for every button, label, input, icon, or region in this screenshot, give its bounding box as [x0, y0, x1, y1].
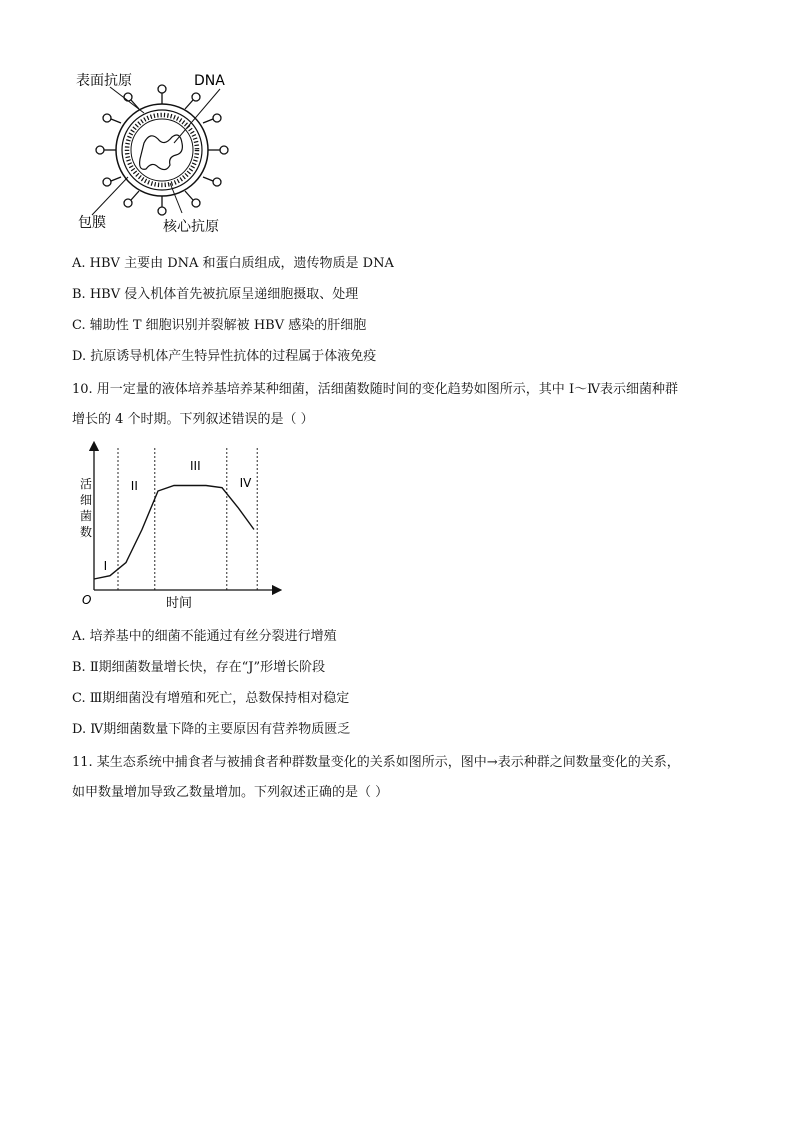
- x-axis-label: 时间: [166, 596, 193, 611]
- y-axis-label-2: 细: [80, 493, 93, 507]
- q10-stem-line2: 增长的 4 个时期。下列叙述错误的是（ ）: [72, 412, 314, 427]
- q10-option-d: D. Ⅳ期细菌数量下降的主要原因有营养物质匮乏: [72, 722, 351, 737]
- label-dna: DNA: [194, 73, 225, 89]
- bacteria-growth-chart: [72, 440, 292, 615]
- envelope-outer: [116, 104, 208, 196]
- hbv-virus-diagram: [70, 65, 270, 245]
- y-axis-label-3: 菌: [80, 509, 93, 523]
- q9-option-a: A. HBV 主要由 DNA 和蛋白质组成，遗传物质是 DNA: [72, 256, 394, 271]
- phase-label-3: III: [190, 459, 201, 473]
- q10-option-a: A. 培养基中的细菌不能通过有丝分裂进行增殖: [72, 629, 337, 644]
- q10-option-b: B. Ⅱ期细菌数量增长快，存在“J”形增长阶段: [72, 660, 326, 675]
- q11-stem-line1: 11. 某生态系统中捕食者与被捕食者种群数量变化的关系如图所示，图中→表示种群之间数量变化的关系，: [72, 755, 680, 770]
- q9-option-c: C. 辅助性 T 细胞识别并裂解被 HBV 感染的肝细胞: [72, 318, 367, 333]
- y-axis-label-1: 活: [80, 477, 93, 491]
- label-core-antigen: 核心抗原: [163, 219, 219, 235]
- q10-option-c: C. Ⅲ期细菌没有增殖和死亡，总数保持相对稳定: [72, 691, 350, 706]
- label-surface-antigen: 表面抗原: [76, 73, 132, 89]
- q9-option-d: D. 抗原诱导机体产生特异性抗体的过程属于体液免疫: [72, 349, 377, 364]
- q10-stem-line1: 10. 用一定量的液体培养基培养某种细菌，活细菌数随时间的变化趋势如图所示，其中 Ⅰ～Ⅳ表示细菌种群: [72, 382, 679, 397]
- y-axis-label-4: 数: [80, 525, 93, 539]
- phase-label-2: II: [130, 479, 138, 493]
- origin-label: O: [82, 593, 92, 607]
- q9-option-b: B. HBV 侵入机体首先被抗原呈递细胞摄取、处理: [72, 287, 359, 302]
- q11-stem-line2: 如甲数量增加导致乙数量增加。下列叙述正确的是（ ）: [72, 785, 389, 800]
- phase-label-4: IV: [239, 476, 252, 490]
- label-envelope: 包膜: [78, 215, 106, 231]
- phase-label-1: I: [103, 559, 108, 573]
